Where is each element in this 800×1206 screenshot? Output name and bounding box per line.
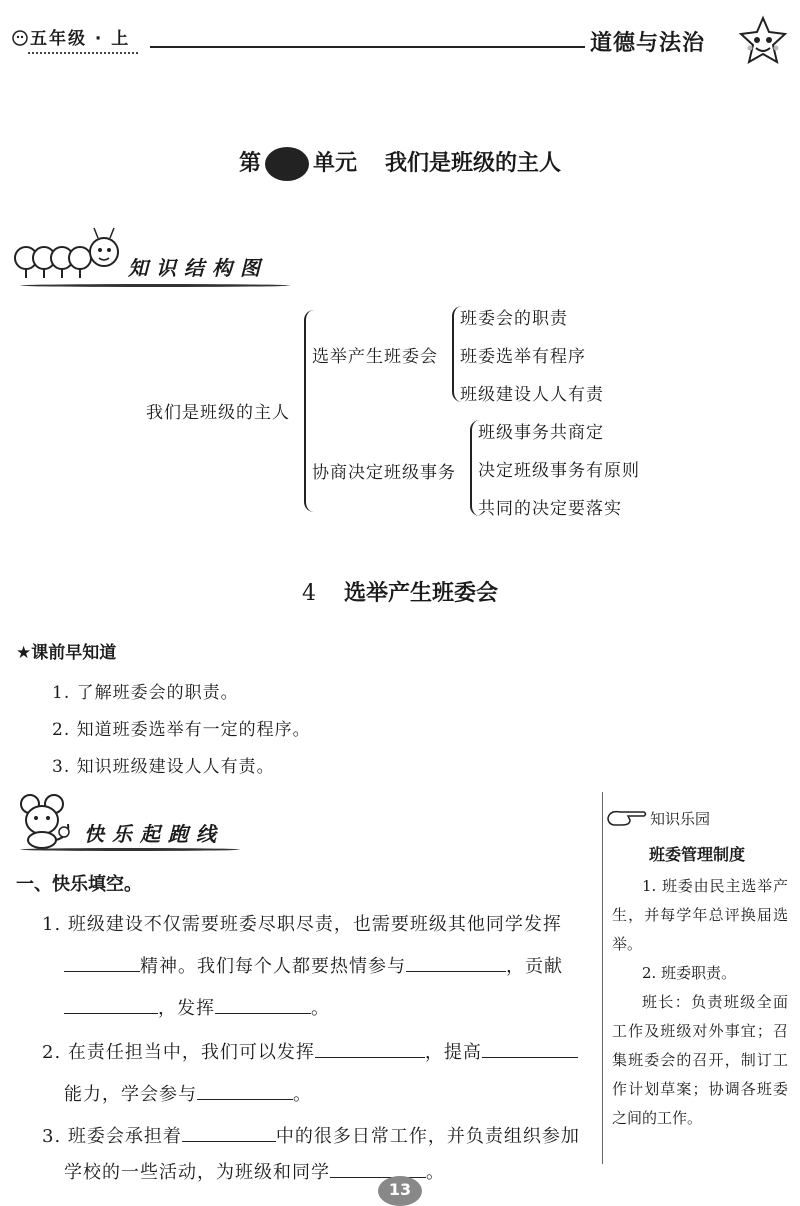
prep-heading: ★课前早知道 (16, 643, 117, 663)
side-title: 班委管理制度 (648, 845, 745, 864)
blank-q1-2[interactable] (406, 953, 506, 972)
header-subject: 道德与法治 (590, 31, 706, 56)
side-paragraph-2: 2. 班委职责。 (642, 964, 737, 982)
side-heading: 知识乐园 (650, 810, 711, 828)
tree-leaf-1-3: 班级建设人人有责 (460, 385, 604, 405)
side-paragraph-1: 1. 班委由民主选举产生，并每学年总评换届选举。 (612, 877, 788, 953)
unit-number-badge (265, 147, 309, 181)
tree-branch-2: 协商决定班级事务 (312, 463, 456, 483)
blank-q2-3[interactable] (197, 1081, 293, 1100)
page-number: 13 (378, 1176, 422, 1206)
unit-suffix: 单元 (312, 150, 357, 176)
side-paragraph-3: 班长：负责班级全面工作及班级对外事宜；召集班委会的召开，制订工作计划草案；协调各班委之间的工作。 (612, 993, 788, 1127)
tree-leaf-2-2: 决定班级事务有原则 (478, 461, 640, 481)
question-3-line-1: 3. 班委会承担着 中的很多日常工作，并负责组织参加 (42, 1122, 580, 1148)
question-2-line-1: 2. 在责任担当中，我们可以发挥 ，提高 (42, 1038, 578, 1064)
blank-q1-1[interactable] (64, 953, 140, 972)
header-grade: 五年级 · 上 (30, 29, 131, 49)
banner-happy-run: 快乐起跑线 (84, 822, 224, 846)
blank-q3-1[interactable] (182, 1123, 276, 1142)
mascot-star-icon (736, 14, 790, 76)
pointing-hand-icon (606, 806, 648, 832)
header-dotted-line (28, 52, 138, 54)
side-body (612, 872, 788, 1133)
question-1-line-3: ，发挥 。 (64, 994, 330, 1020)
question-1-line-2: 精神。我们每个人都要热情参与 ，贡献 (64, 952, 563, 978)
blank-q2-2[interactable] (482, 1039, 578, 1058)
question-2-line-2: 能力，学会参与 。 (64, 1080, 312, 1106)
banner-knowledge-structure: 知识结构图 (128, 256, 268, 280)
lesson-number: 4 (301, 581, 316, 606)
banner-swoosh (20, 284, 290, 287)
lesson-title (0, 576, 800, 607)
blank-q3-2[interactable] (330, 1159, 426, 1178)
prep-item-2: 2. 知道班委选举有一定的程序。 (52, 720, 311, 740)
tree-leaf-2-1: 班级事务共商定 (478, 423, 604, 443)
blank-q1-3[interactable] (64, 995, 158, 1014)
tree-leaf-2-3: 共同的决定要落实 (478, 499, 622, 519)
tree-root: 我们是班级的主人 (146, 403, 290, 423)
blank-q1-4[interactable] (215, 995, 311, 1014)
unit-prefix: 第 (238, 150, 261, 176)
unit-title (0, 146, 800, 181)
prep-item-1: 1. 了解班委会的职责。 (52, 683, 239, 703)
question-1-line-1: 1. 班级建设不仅需要班委尽职尽责，也需要班级其他同学发挥 (42, 914, 562, 935)
banner-swoosh (20, 848, 240, 851)
tree-leaf-1-2: 班委选举有程序 (460, 347, 586, 367)
header-mascot-left-icon (10, 28, 30, 52)
blank-q2-1[interactable] (315, 1039, 425, 1058)
unit-name: 我们是班级的主人 (385, 150, 562, 176)
lesson-name: 选举产生班委会 (343, 580, 498, 606)
fill-heading: 一、快乐填空。 (16, 874, 142, 895)
mouse-icon (14, 792, 78, 856)
header-rule (150, 46, 585, 48)
caterpillar-icon (12, 226, 122, 290)
tree-leaf-1-1: 班委会的职责 (460, 309, 568, 329)
question-3-line-2: 学校的一些活动，为班级和同学 。 (64, 1158, 445, 1184)
tree-branch-1: 选举产生班委会 (312, 347, 438, 367)
prep-item-3: 3. 知识班级建设人人有责。 (52, 757, 275, 777)
